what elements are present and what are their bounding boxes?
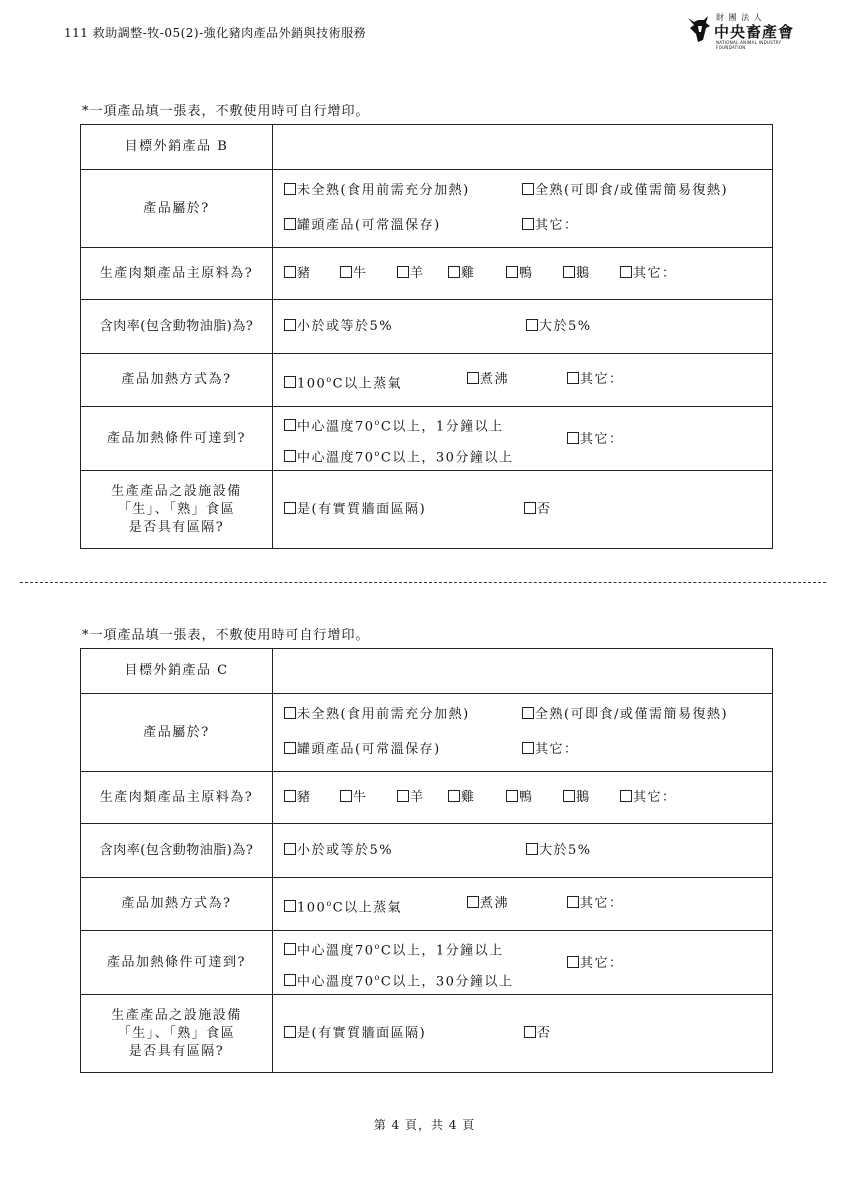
checkbox-meat-gt-5[interactable]: 大於5%	[526, 315, 592, 339]
checkbox-heat-other[interactable]: 其它：	[567, 368, 624, 392]
checkbox-material-other[interactable]: 其它：	[620, 262, 677, 286]
category-label: 產品屬於?	[81, 694, 273, 772]
cut-line-divider	[20, 582, 826, 583]
checkbox-fully-cooked[interactable]: 全熟(可即食/或僅需簡易復熱)	[522, 704, 728, 726]
checkbox-category-other[interactable]: 其它：	[522, 739, 579, 761]
checkbox-not-fully-cooked[interactable]: 未全熟(食用前需充分加熱)	[284, 704, 470, 726]
checkbox-lamb[interactable]: 羊	[397, 262, 425, 286]
checkbox-facility-yes[interactable]: 是(有實質牆面區隔)	[284, 1022, 426, 1046]
checkbox-steam[interactable]: 100$^o$C以上蒸氣	[284, 368, 402, 396]
checkbox-fully-cooked[interactable]: 全熟(可即食/或僅需簡易復熱)	[522, 180, 728, 202]
checkbox-cond-other[interactable]: 其它：	[567, 428, 624, 447]
facility-label: 生產產品之設施設備 「生」、「熟」食區 是否具有區隔?	[81, 471, 273, 549]
form-note: *一項產品填一張表，不敷使用時可自行增印。	[82, 628, 370, 643]
checkbox-canned[interactable]: 罐頭產品(可常溫保存)	[284, 215, 441, 237]
checkbox-core-70-1min[interactable]: 中心溫度70$^o$C以上，1分鐘以上	[284, 936, 504, 962]
checkbox-core-70-30min[interactable]: 中心溫度70$^o$C以上，30分鐘以上	[284, 967, 513, 993]
target-product-label: 目標外銷產品 B	[81, 125, 273, 170]
heating-condition-label: 產品加熱條件可達到?	[81, 407, 273, 471]
checkbox-core-70-30min[interactable]: 中心溫度70$^o$C以上，30分鐘以上	[284, 443, 513, 469]
checkbox-duck[interactable]: 鴨	[506, 786, 534, 810]
checkbox-cond-other[interactable]: 其它：	[567, 952, 624, 971]
checkbox-meat-gt-5[interactable]: 大於5%	[526, 839, 592, 863]
heating-condition-label: 產品加熱條件可達到?	[81, 931, 273, 995]
checkbox-beef[interactable]: 牛	[340, 786, 368, 810]
checkbox-category-other[interactable]: 其它：	[522, 215, 579, 237]
meat-ratio-label: 含肉率(包含動物油脂)為?	[81, 824, 273, 878]
checkbox-canned[interactable]: 罐頭產品(可常溫保存)	[284, 739, 441, 761]
document-header-title: 111 救助調整-牧-05(2)-強化豬肉產品外銷與技術服務	[64, 26, 367, 40]
checkbox-not-fully-cooked[interactable]: 未全熟(食用前需充分加熱)	[284, 180, 470, 202]
checkbox-meat-le-5[interactable]: 小於或等於5%	[284, 839, 393, 863]
target-product-label: 目標外銷產品 C	[81, 649, 273, 694]
material-label: 生產肉類產品主原料為?	[81, 772, 273, 824]
logo-small-text: 財 團 法 人	[716, 13, 763, 22]
checkbox-chicken[interactable]: 雞	[448, 786, 476, 810]
checkbox-heat-other[interactable]: 其它：	[567, 892, 624, 916]
checkbox-lamb[interactable]: 羊	[397, 786, 425, 810]
logo-english-text: NATIONAL ANIMAL INDUSTRY FOUNDATION	[716, 40, 782, 50]
checkbox-duck[interactable]: 鴨	[506, 262, 534, 286]
target-product-input[interactable]	[273, 649, 773, 694]
checkbox-core-70-1min[interactable]: 中心溫度70$^o$C以上，1分鐘以上	[284, 412, 504, 438]
material-label: 生產肉類產品主原料為?	[81, 248, 273, 300]
checkbox-pork[interactable]: 豬	[284, 786, 312, 810]
product-form-c	[80, 648, 773, 1073]
checkbox-material-other[interactable]: 其它：	[620, 786, 677, 810]
checkbox-pork[interactable]: 豬	[284, 262, 312, 286]
heating-method-label: 產品加熱方式為?	[81, 878, 273, 931]
logo-main-text: 中央畜產會	[714, 23, 795, 41]
foundation-logo	[686, 12, 806, 48]
checkbox-beef[interactable]: 牛	[340, 262, 368, 286]
target-product-input[interactable]	[273, 125, 773, 170]
checkbox-goose[interactable]: 鵝	[563, 786, 591, 810]
checkbox-boiling[interactable]: 煮沸	[467, 368, 509, 392]
checkbox-goose[interactable]: 鵝	[563, 262, 591, 286]
category-label: 產品屬於?	[81, 170, 273, 248]
checkbox-steam[interactable]: 100$^o$C以上蒸氣	[284, 892, 402, 920]
facility-label: 生產產品之設施設備 「生」、「熟」食區 是否具有區隔?	[81, 995, 273, 1073]
page-number-footer: 第 4 頁，共 4 頁	[373, 1118, 476, 1132]
product-form-b	[80, 124, 773, 549]
checkbox-chicken[interactable]: 雞	[448, 262, 476, 286]
checkbox-facility-no[interactable]: 否	[524, 498, 552, 522]
checkbox-facility-no[interactable]: 否	[524, 1022, 552, 1046]
meat-ratio-label: 含肉率(包含動物油脂)為?	[81, 300, 273, 354]
heating-method-label: 產品加熱方式為?	[81, 354, 273, 407]
ox-head-icon	[686, 14, 714, 44]
checkbox-boiling[interactable]: 煮沸	[467, 892, 509, 916]
checkbox-facility-yes[interactable]: 是(有實質牆面區隔)	[284, 498, 426, 522]
form-note: *一項產品填一張表，不敷使用時可自行增印。	[82, 104, 370, 119]
checkbox-meat-le-5[interactable]: 小於或等於5%	[284, 315, 393, 339]
